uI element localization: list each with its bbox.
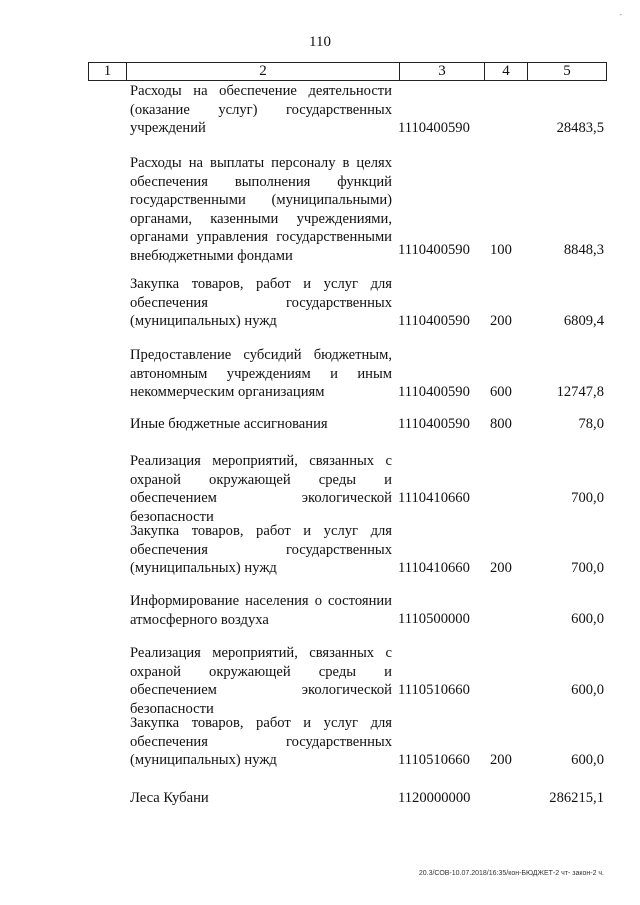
row-expense-type: 200: [490, 752, 512, 768]
row-description: Реализация мероприятий, связанных с охраной окружающей среды и обеспечением экологической безопасности: [130, 453, 392, 525]
row-description: Закупка товаров, работ и услуг для обеспечения государственных (муниципальных) нужд: [130, 715, 392, 769]
row-expense-type: 800: [490, 416, 512, 432]
row-amount: 700,0: [571, 560, 604, 576]
column-header-3: 3: [400, 63, 485, 81]
row-description: Закупка товаров, работ и услуг для обеспечения государственных (муниципальных) нужд: [130, 276, 392, 330]
row-amount: 600,0: [571, 682, 604, 698]
row-description: Информирование населения о состоянии атмосферного воздуха: [130, 593, 392, 628]
column-header-5: 5: [528, 63, 607, 81]
row-amount: 600,0: [571, 752, 604, 768]
row-description: Закупка товаров, работ и услуг для обеспечения государственных (муниципальных) нужд: [130, 523, 392, 577]
row-amount: 78,0: [578, 416, 604, 432]
row-expense-type: 100: [490, 242, 512, 258]
row-amount: 28483,5: [556, 120, 604, 136]
row-amount: 286215,1: [549, 790, 604, 806]
row-description: Расходы на обеспечение деятельности (оказание услуг) государственных учреждений: [130, 83, 392, 137]
row-code: 1110500000: [398, 611, 470, 627]
row-expense-type: 200: [490, 560, 512, 576]
row-code: 1110400590: [398, 120, 470, 136]
row-code: 1120000000: [398, 790, 471, 806]
row-expense-type: 600: [490, 384, 512, 400]
row-expense-type: 200: [490, 313, 512, 329]
row-code: 1110510660: [398, 682, 470, 698]
column-header-table: [88, 62, 607, 81]
row-amount: 600,0: [571, 611, 604, 627]
column-header-row: [89, 63, 607, 81]
row-code: 1110400590: [398, 384, 470, 400]
corner-mark: -: [619, 10, 622, 19]
row-description: Леса Кубани: [130, 790, 209, 806]
page-number: 110: [309, 34, 331, 50]
row-description: Иные бюджетные ассигнования: [130, 416, 328, 432]
row-amount: 8848,3: [563, 242, 604, 258]
column-header-1: 1: [89, 63, 127, 81]
row-amount: 12747,8: [556, 384, 604, 400]
row-code: 1110400590: [398, 313, 470, 329]
column-header-2: 2: [127, 63, 400, 81]
row-description: Расходы на выплаты персоналу в целях обеспечения выполнения функций государственными (муниципальными) органами, казенными учреждениями, органами управления государственными внебюджетными фондами: [130, 155, 392, 264]
row-code: 1110400590: [398, 416, 470, 432]
document-footer-stamp: 20.3/СОВ-10.07.2018/16:35/кон-БЮДЖЕТ-2 чт- закон-2 ч.: [418, 870, 604, 877]
row-code: 1110410660: [398, 560, 470, 576]
row-amount: 700,0: [571, 490, 604, 506]
column-header-4: 4: [485, 63, 528, 81]
row-description: Предоставление субсидий бюджетным, автономным учреждениям и иным некоммерческим организациям: [130, 347, 392, 401]
row-amount: 6809,4: [563, 313, 604, 329]
row-code: 1110400590: [398, 242, 470, 258]
row-description: Реализация мероприятий, связанных с охраной окружающей среды и обеспечением экологической безопасности: [130, 645, 392, 717]
row-code: 1110510660: [398, 752, 470, 768]
row-code: 1110410660: [398, 490, 470, 506]
